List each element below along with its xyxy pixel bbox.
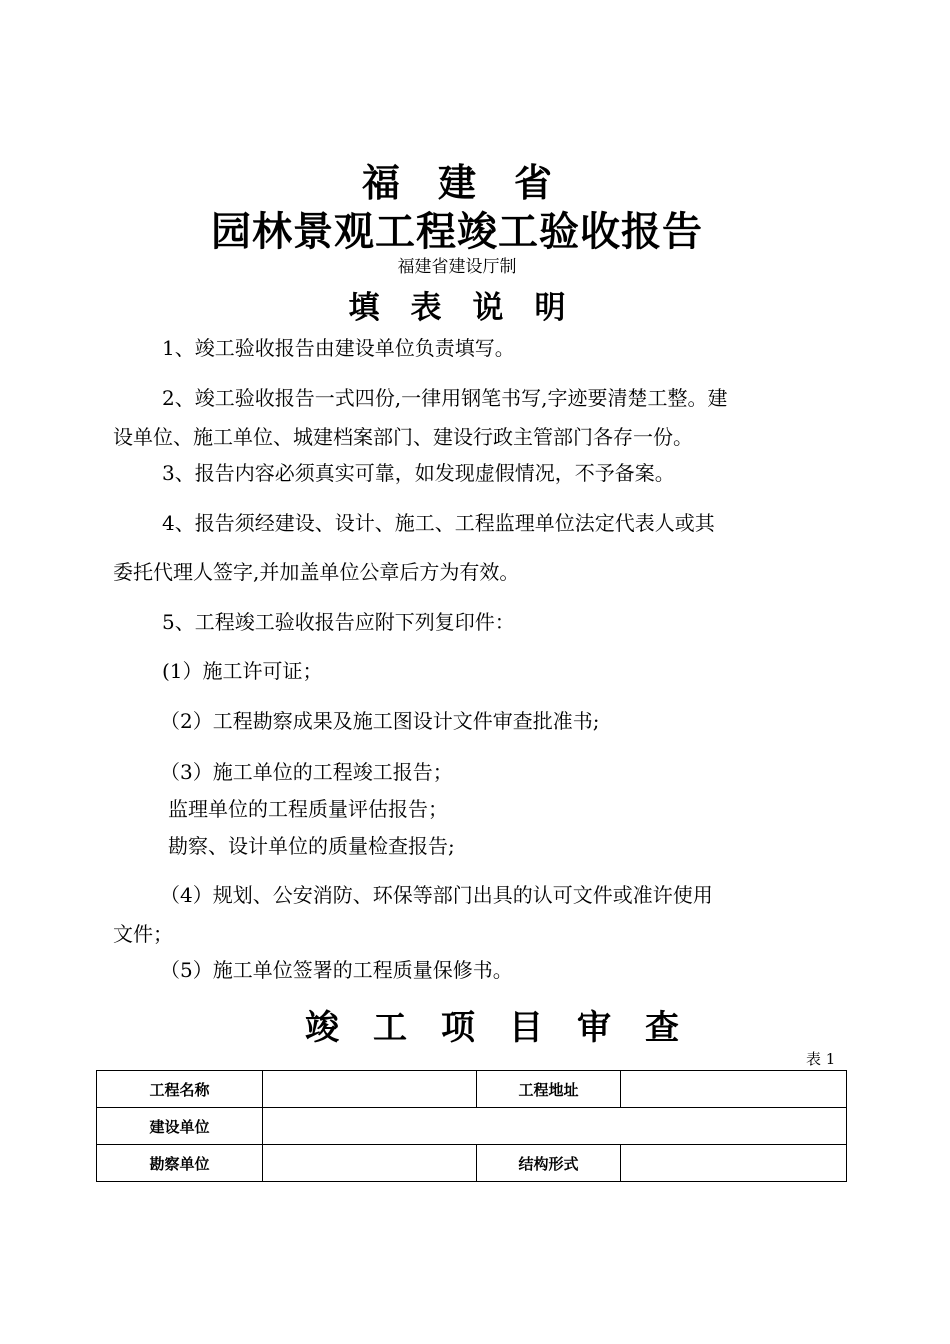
instruction-item-2-line-2: 设单位、施工单位、城建档案部门、建设行政主管部门各存一份。 [113, 425, 693, 449]
attachment-item-4-line-2: 文件； [113, 922, 173, 946]
project-address-label: 工程地址 [477, 1071, 621, 1108]
structure-type-value[interactable] [621, 1145, 847, 1182]
attachment-item-3-line-3: 勘察、设计单位的质量检查报告; [168, 834, 455, 858]
instruction-item-1: 1、竣工验收报告由建设单位负责填写。 [162, 336, 515, 360]
instructions-heading: 填 表 说 明 [348, 290, 566, 326]
issuer-label: 福建省建设厅制 [397, 257, 517, 277]
report-title: 园林景观工程竣工验收报告 [211, 209, 703, 255]
attachment-item-3-line-1: （3）施工单位的工程竣工报告； [160, 760, 453, 784]
table-row [97, 1145, 847, 1182]
province-title: 福 建 省 [361, 161, 552, 205]
instruction-item-5: 5、工程竣工验收报告应附下列复印件： [162, 610, 515, 634]
instruction-item-2-line-1: 2、竣工验收报告一式四份,一律用钢笔书写,字迹要清楚工整。建 [162, 386, 728, 410]
instruction-item-3: 3、报告内容必须真实可靠，如发现虚假情况，不予备案。 [162, 461, 675, 485]
construction-unit-label: 建设单位 [97, 1108, 263, 1145]
attachment-item-3-line-2: 监理单位的工程质量评估报告； [168, 797, 448, 821]
project-review-table [96, 1070, 847, 1182]
construction-unit-value[interactable] [263, 1108, 847, 1145]
structure-type-label: 结构形式 [477, 1145, 621, 1182]
project-name-label: 工程名称 [97, 1071, 263, 1108]
instruction-item-4-line-1: 4、报告须经建设、设计、施工、工程监理单位法定代表人或其 [162, 511, 715, 535]
instruction-item-4-line-2: 委托代理人签字,并加盖单位公章后方为有效。 [113, 560, 520, 584]
survey-unit-value[interactable] [263, 1145, 477, 1182]
table-row [97, 1108, 847, 1145]
table-row [97, 1071, 847, 1108]
project-address-value[interactable] [621, 1071, 847, 1108]
attachment-item-5: （5）施工单位签署的工程质量保修书。 [160, 958, 513, 982]
attachment-item-4-line-1: （4）规划、公安消防、环保等部门出具的认可文件或准许使用 [160, 883, 713, 907]
survey-unit-label: 勘察单位 [97, 1145, 263, 1182]
table-number: 表 1 [806, 1050, 836, 1068]
attachment-item-1: (1）施工许可证； [162, 659, 323, 683]
attachment-item-2: （2）工程勘察成果及施工图设计文件审查批准书; [160, 709, 600, 733]
review-heading: 竣 工 项 目 审 查 [305, 1008, 679, 1048]
project-name-value[interactable] [263, 1071, 477, 1108]
